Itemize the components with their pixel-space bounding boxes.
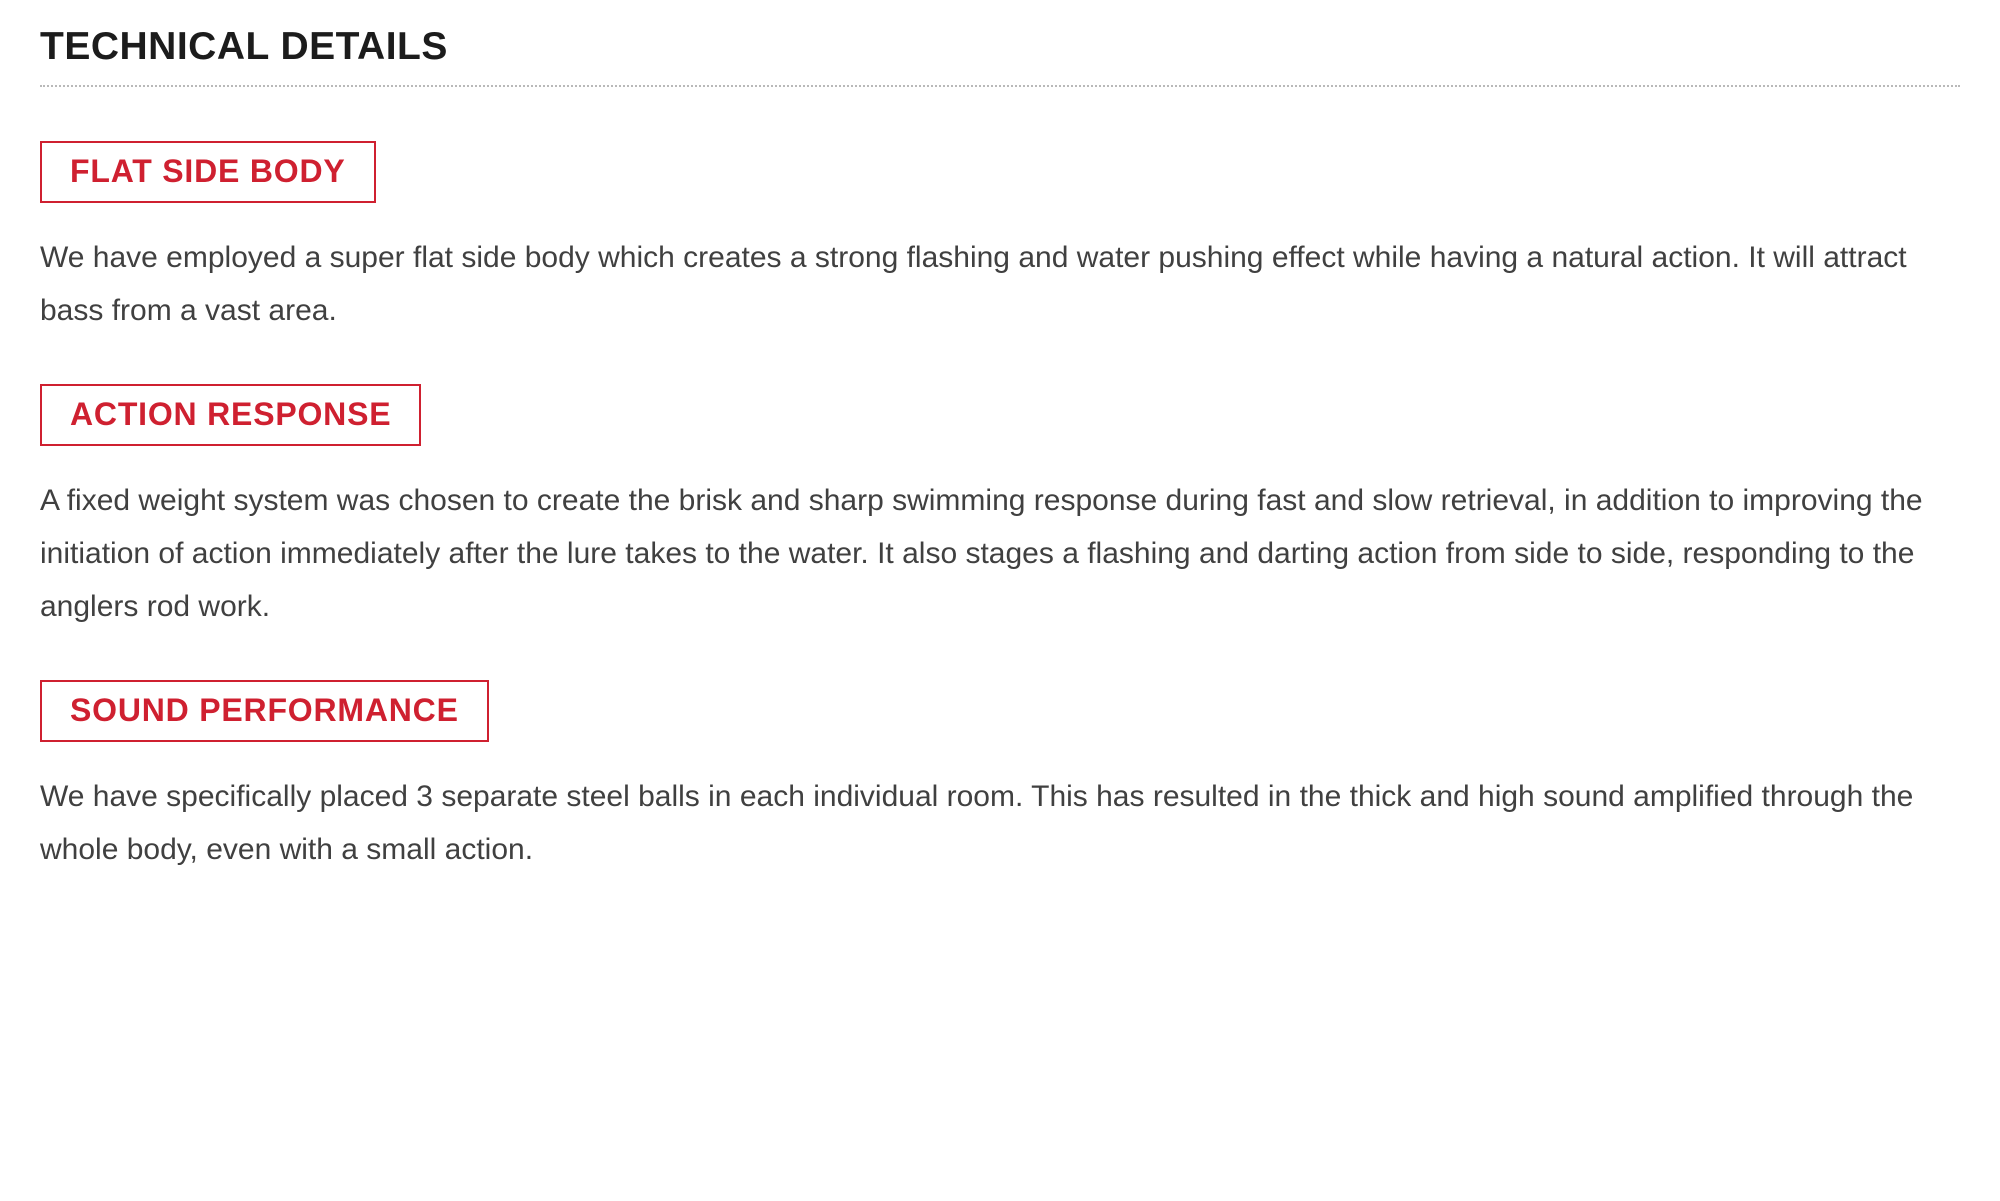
detail-tag: ACTION RESPONSE bbox=[40, 384, 421, 446]
detail-tag: FLAT SIDE BODY bbox=[40, 141, 376, 203]
page-title: TECHNICAL DETAILS bbox=[40, 25, 448, 68]
detail-tag: SOUND PERFORMANCE bbox=[40, 680, 489, 742]
bottom-spacer bbox=[40, 923, 1960, 983]
detail-block-sound-performance bbox=[40, 680, 1960, 877]
detail-block-flat-side-body bbox=[40, 141, 1960, 338]
detail-description: We have employed a super flat side body which creates a strong flashing and water pushing effect while having a natural action. It will attract bass from a vast area. bbox=[40, 240, 1907, 328]
detail-description: We have specifically placed 3 separate steel balls in each individual room. This has resulted in the thick and high sound amplified through the whole body, even with a small action. bbox=[40, 779, 1914, 867]
detail-block-action-response bbox=[40, 384, 1960, 634]
detail-description: A fixed weight system was chosen to create the brisk and sharp swimming response during fast and slow retrieval, in addition to improving the initiation of action immediately after the lure takes to the water. It also stages a flashing and darting action from side to side, responding to the anglers rod work. bbox=[40, 483, 1923, 624]
title-divider bbox=[40, 85, 1960, 87]
